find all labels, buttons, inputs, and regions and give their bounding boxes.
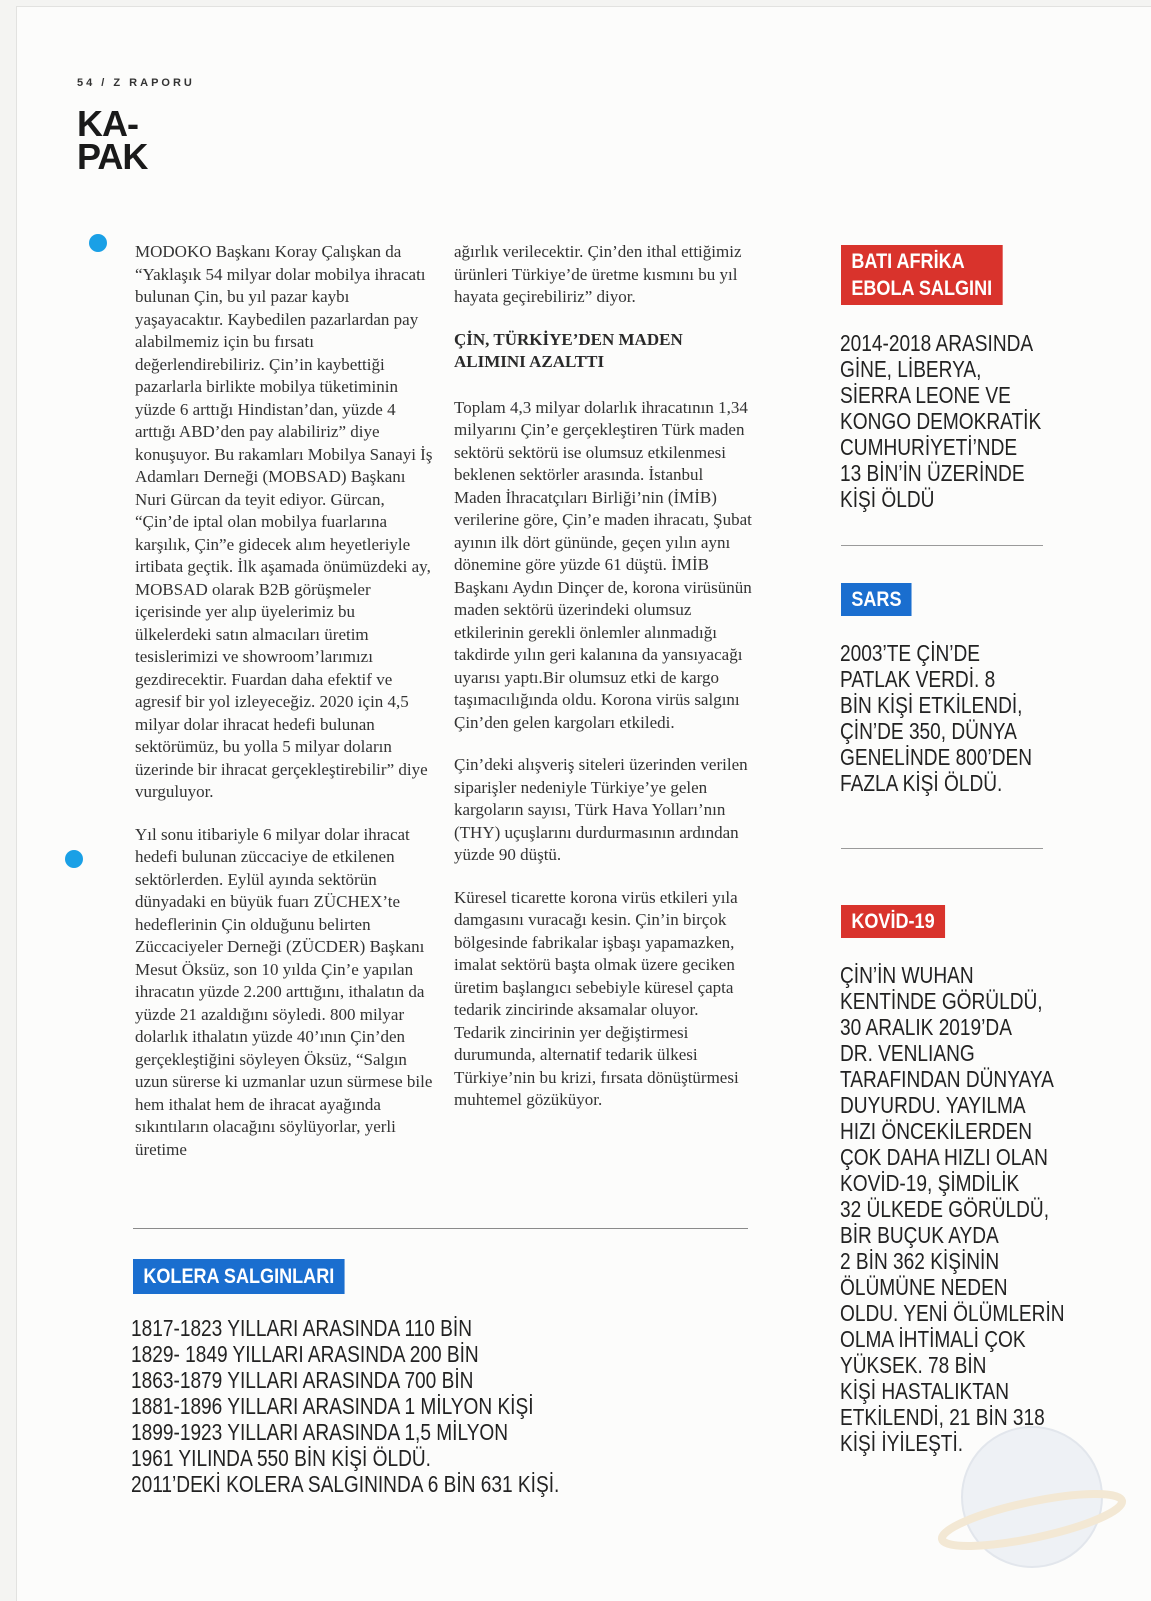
text-line: TARAFINDAN DÜNYAYA xyxy=(840,1066,1054,1092)
divider xyxy=(133,1228,748,1229)
kovid-label: KOVİD-19 xyxy=(841,905,945,938)
text-line: KOVİD-19, ŞİMDİLİK xyxy=(840,1170,1020,1196)
article-column-1 xyxy=(135,241,435,1181)
section-tag xyxy=(77,103,148,177)
kovid-text xyxy=(840,962,1065,1456)
text-line: ÇİN’İN WUHAN xyxy=(840,962,974,988)
text-line: OLDU. YENİ ÖLÜMLERİN xyxy=(840,1300,1065,1326)
list-item: 2011’DEKİ KOLERA SALGININDA 6 BİN 631 KİŞİ. xyxy=(131,1471,560,1497)
list-item: 1829- 1849 YILLARI ARASINDA 200 BİN xyxy=(131,1341,479,1367)
text-line: YÜKSEK. 78 BİN xyxy=(840,1352,987,1378)
sidebar-divider xyxy=(841,848,1043,849)
text-line: 2014-2018 ARASINDA xyxy=(840,330,1034,356)
article-column-2 xyxy=(454,241,754,1132)
text-line: 32 ÜLKEDE GÖRÜLDÜ, xyxy=(840,1196,1050,1222)
text-line: HIZI ÖNCEKİLERDEN xyxy=(840,1118,1033,1144)
text-line: KONGO DEMOKRATİK xyxy=(840,408,1042,434)
list-item: 1817-1823 YILLARI ARASINDA 110 BİN xyxy=(131,1315,473,1341)
ebola-label-line-2: EBOLA SALGINI xyxy=(851,277,993,300)
list-item: 1881-1896 YILLARI ARASINDA 1 MİLYON KİŞİ xyxy=(131,1393,534,1419)
subheading: ÇİN, TÜRKİYE’DEN MADEN ALIMINI AZALTTI xyxy=(454,329,683,371)
text-line: BİR BUÇUK AYDA xyxy=(840,1222,999,1248)
bullet-dot-1 xyxy=(89,234,107,252)
kolera-label: KOLERA SALGINLARI xyxy=(133,1259,345,1294)
text-line: KİŞİ İYİLEŞTİ. xyxy=(840,1430,964,1456)
text-line: FAZLA KİŞİ ÖLDÜ. xyxy=(840,770,1003,796)
text-line: GENELİNDE 800’DEN xyxy=(840,744,1033,770)
section-tag-line-2: PAK xyxy=(77,136,148,177)
paragraph: ağırlık verilecektir. Çin’den ithal ettiğimiz ürünleri Türkiye’de üretme kısmını bu yıl hayata geçirebiliriz” diyor. xyxy=(454,242,742,306)
bullet-dot-2 xyxy=(65,850,83,868)
text-line: OLMA İHTİMALİ ÇOK xyxy=(840,1326,1026,1352)
magazine-page xyxy=(16,6,1151,1601)
text-line: PATLAK VERDİ. 8 xyxy=(840,666,996,692)
text-line: CUMHURİYETİ’NDE xyxy=(840,434,1018,460)
paragraph: Küresel ticarette korona virüs etkileri yıla damgasını vuracağı kesin. Çin’in birçok bölgesinde fabrikalar işbaşı yapamazken, imalat sektörü başta olmak üzere geciken üretim başlangıcı sebebiyle küresel çapta tedarik zincirinde aksamalar oluyor. Tedarik zincirinin yer değiştirmesi durumunda, alternatif tedarik ülkesi Türkiye’nin bu krizi, fırsata dönüştürmesi muhtemel gözüküyor. xyxy=(454,887,739,1109)
text-line: 2 BİN 362 KİŞİNİN xyxy=(840,1248,1000,1274)
text-line: DR. VENLIANG xyxy=(840,1040,975,1066)
text-line: BİN KİŞİ ETKİLENDİ, xyxy=(840,692,1023,718)
list-item: 1961 YILINDA 550 BİN KİŞİ ÖLDÜ. xyxy=(131,1445,431,1471)
paragraph: Çin’deki alışveriş siteleri üzerinden verilen siparişler nedeniyle Türkiye’ye gelen kargoların sayısı, Türk Hava Yolları’nın (THY) uçuşlarını durdurmasının ardından yüzde 90 düştü. xyxy=(454,755,748,864)
text-line: KİŞİ HASTALIKTAN xyxy=(840,1378,1010,1404)
text-line: 30 ARALIK 2019’DA xyxy=(840,1014,1012,1040)
sars-label: SARS xyxy=(841,583,912,616)
text-line: KENTİNDE GÖRÜLDÜ, xyxy=(840,988,1043,1014)
page-runner: 54 / Z RAPORU xyxy=(77,77,195,89)
sars-text xyxy=(840,640,1032,796)
paragraph: Yıl sonu itibariyle 6 milyar dolar ihracat hedefi bulunan züccaciye de etkilenen sektörlerden. Eylül ayında sektörün dünyadaki en büyük fuarı ZÜCHEX’te hedeflerinin Çin olduğunu belirten Züccaciyeler Derneği (ZÜCDER) Başkanı Mesut Öksüz, son 10 yılda Çin’e yapılan ihracatın yüzde 2.200 arttığını, ithalatın da yüzde 21 azaldığını söyledi. 800 milyar dolarlık ithalatın yüzde 40’ının Çin’den gerçekleştiğini söyleyen Öksüz, “Salgın uzun sürerse ki uzmanlar uzun sürmese bile hem ithalat hem de ihracat ayağında sıkıntıların olacağını söylüyorlar, yerli üretime xyxy=(135,824,433,1159)
paragraph: MODOKO Başkanı Koray Çalışkan da “Yaklaşık 54 milyar dolar mobilya ihracatı bulunan Çin, bu yıl pazar kaybı yaşayacaktır. Kaybedilen pazarlardan pay alabilmemiz için bu fırsatı değerlendirebiliriz. Çin’in kaybettiği pazarlarla birlikte mobilya tüketiminin yüzde 6 arttığı Hindistan’dan, yüzde 4 arttığı ABD’den pay alabiliriz” diye konuşuyor. Bu rakamları Mobilya Sanayi İş Adamları Derneği (MOBSAD) Başkanı Nuri Gürcan da teyit ediyor. Gürcan, “Çin’de iptal olan mobilya fuarlarına karşılık, Çin”e gidecek alım heyetleriyle irtibata geçtik. İlk aşamada önümüzdeki ay, MOBSAD olarak B2B görüşmeler içerisinde yer alıp üyelerimiz bu ülkelerdeki satın almacıları üretim tesislerimizi ve showroom’larımızı gezdirecektir. Fuardan daha efektif ve agresif bir yol izleyeceğiz. 2020 için 4,5 milyar dolar ihracat hedefi bulunan sektörümüz, bu yolla 5 milyar doların üzerinde bir ihracat gerçekleştirebilir” diye vurguluyor. xyxy=(135,242,433,801)
ebola-label xyxy=(841,245,1002,305)
ebola-text xyxy=(840,330,1041,512)
text-line: KİŞİ ÖLDÜ xyxy=(840,486,935,512)
text-line: ÇİN’DE 350, DÜNYA xyxy=(840,718,1017,744)
text-line: ETKİLENDİ, 21 BİN 318 xyxy=(840,1404,1045,1430)
planet-decoration-icon xyxy=(937,1402,1127,1592)
kolera-list xyxy=(131,1315,559,1497)
sidebar-divider xyxy=(841,545,1043,546)
text-line: ÇOK DAHA HIZLI OLAN xyxy=(840,1144,1048,1170)
text-line: ÖLÜMÜNE NEDEN xyxy=(840,1274,1008,1300)
text-line: GİNE, LİBERYA, xyxy=(840,356,982,382)
text-line: 13 BİN’İN ÜZERİNDE xyxy=(840,460,1025,486)
text-line: 2003’TE ÇİN’DE xyxy=(840,640,981,666)
paragraph: Toplam 4,3 milyar dolarlık ihracatının 1,34 milyarını Çin’e gerçekleştiren Türk maden sektörü sektörü ise olumsuz etkilenmesi beklenen sektörler arasında. İstanbul Maden İhracatçıları Birliği’nin (İMİB) verilerine göre, Çin’e maden ihracatı, Şubat ayının ilk dört gününde, geçen yılın aynı dönemine göre yüzde 61 düştü. İMİB Başkanı Aydın Dinçer de, korona virüsünün maden sektörü üzerindeki olumsuz etkilerinin gerekli önlemler alınmadığı takdirde yılın geri kalanına da yansıyacağı uyarısı yaptı.Bir olumsuz etki de kargo taşımacılığında oldu. Korona virüs salgını Çin’den gelen kargoları etkiledi. xyxy=(454,397,752,732)
list-item: 1899-1923 YILLARI ARASINDA 1,5 MİLYON xyxy=(131,1419,509,1445)
section-tag-line-1: KA- xyxy=(77,103,138,144)
ebola-label-line-1: BATI AFRİKA xyxy=(851,250,965,273)
text-line: DUYURDU. YAYILMA xyxy=(840,1092,1026,1118)
text-line: SİERRA LEONE VE xyxy=(840,382,1011,408)
list-item: 1863-1879 YILLARI ARASINDA 700 BİN xyxy=(131,1367,474,1393)
